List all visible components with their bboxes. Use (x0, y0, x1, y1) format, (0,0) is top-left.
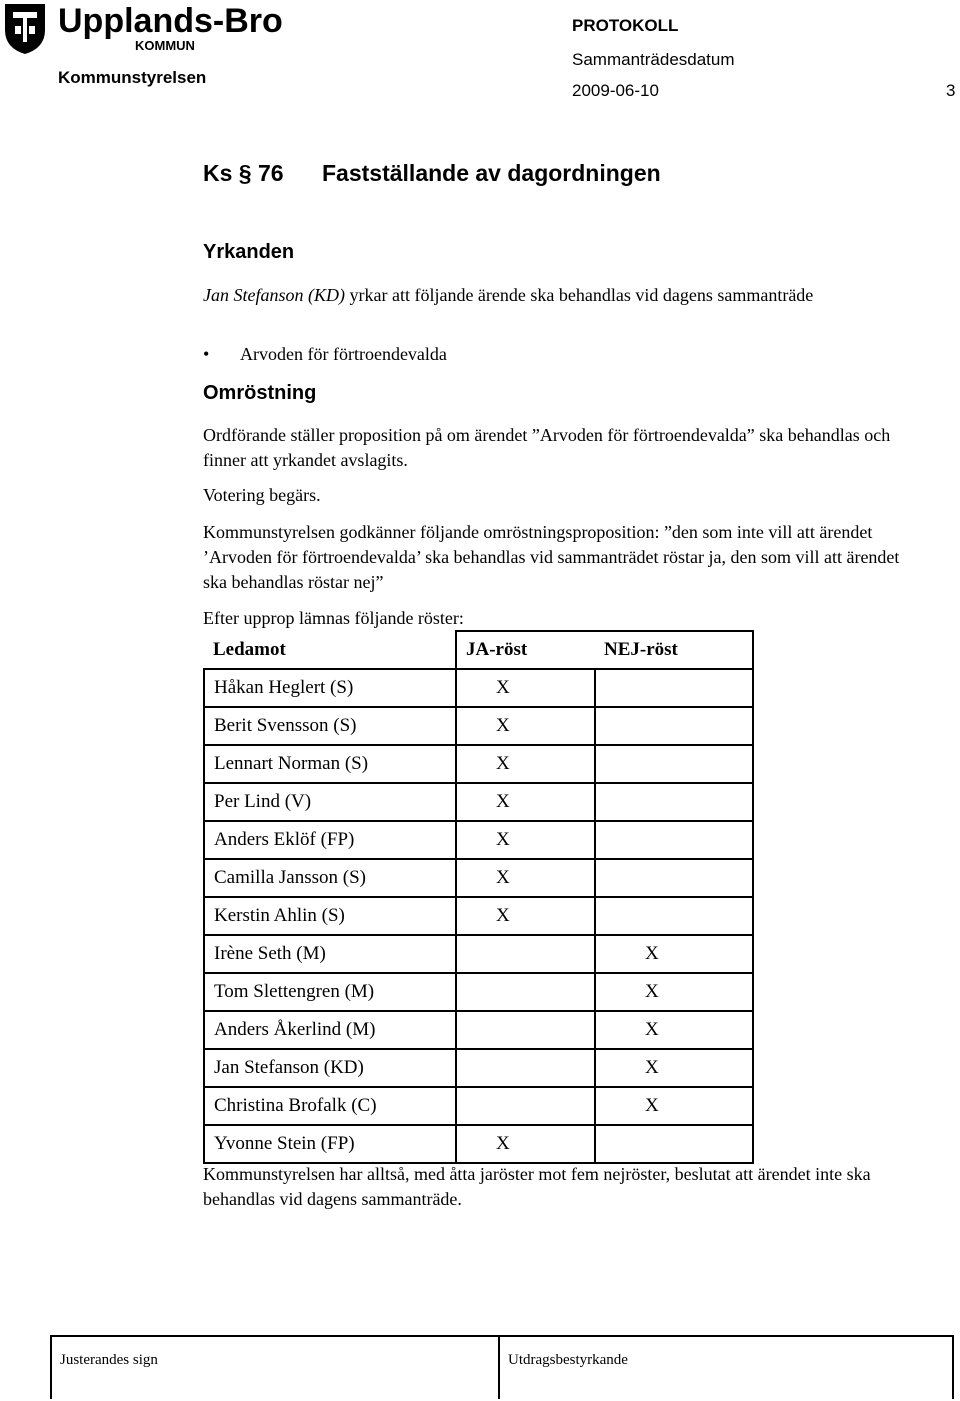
header-nej: NEJ-röst (595, 631, 753, 669)
table-row (204, 973, 753, 1011)
ja-vote-cell: X (456, 859, 595, 897)
nej-vote-cell: X (595, 1011, 753, 1049)
municipality-logo (3, 0, 303, 55)
member-name: Tom Slettengren (M) (204, 973, 456, 1011)
ja-vote-cell: X (456, 669, 595, 707)
member-name: Lennart Norman (S) (204, 745, 456, 783)
member-name: Anders Åkerlind (M) (204, 1011, 456, 1049)
nej-vote-cell (595, 859, 753, 897)
nej-vote-cell (595, 745, 753, 783)
roll-call-paragraph: Efter upprop lämnas följande röster: (203, 608, 464, 628)
nej-vote-cell (595, 821, 753, 859)
heading-yrkanden: Yrkanden (203, 241, 295, 263)
org-unit: Kommunstyrelsen (58, 68, 207, 87)
nej-vote-cell: X (595, 1087, 753, 1125)
bullet-item: Arvoden för förtroendevalda (240, 344, 447, 364)
table-row (204, 1011, 753, 1049)
table-row (204, 707, 753, 745)
document-type: PROTOKOLL (572, 16, 679, 35)
nej-vote-cell (595, 669, 753, 707)
member-name: Irène Seth (M) (204, 935, 456, 973)
table-row (204, 1049, 753, 1087)
motion-paragraph (203, 283, 923, 308)
ja-vote-cell: X (456, 783, 595, 821)
table-row (204, 935, 753, 973)
table-row (204, 897, 753, 935)
vote-table (203, 630, 754, 1164)
table-row (204, 1125, 753, 1163)
nej-vote-cell (595, 783, 753, 821)
member-name: Yvonne Stein (FP) (204, 1125, 456, 1163)
ja-vote-cell (456, 1049, 595, 1087)
member-name: Kerstin Ahlin (S) (204, 897, 456, 935)
bullet-symbol: • (203, 344, 210, 364)
member-name: Håkan Heglert (S) (204, 669, 456, 707)
page-number: 3 (946, 81, 956, 100)
ja-vote-cell (456, 1087, 595, 1125)
meeting-date: 2009-06-10 (572, 81, 659, 100)
nej-vote-cell: X (595, 973, 753, 1011)
nej-vote-cell: X (595, 1049, 753, 1087)
member-name: Camilla Jansson (S) (204, 859, 456, 897)
signature-label: Justerandes sign (60, 1352, 158, 1368)
footer-box (50, 1335, 954, 1399)
meeting-date-label: Sammanträdesdatum (572, 50, 735, 69)
table-row (204, 669, 753, 707)
table-row (204, 859, 753, 897)
ja-vote-cell: X (456, 897, 595, 935)
vote-table-header-row (204, 631, 753, 669)
member-name: Berit Svensson (S) (204, 707, 456, 745)
ja-vote-cell (456, 1011, 595, 1049)
logo-subtext: KOMMUN (135, 38, 195, 53)
ja-vote-cell: X (456, 1125, 595, 1163)
footer-divider (498, 1337, 500, 1399)
member-name: Anders Eklöf (FP) (204, 821, 456, 859)
ja-vote-cell (456, 935, 595, 973)
ja-vote-cell (456, 973, 595, 1011)
table-row (204, 783, 753, 821)
ja-vote-cell: X (456, 707, 595, 745)
nej-vote-cell (595, 897, 753, 935)
vote-proposition-paragraph: Kommunstyrelsen godkänner följande omröstningsproposition: ”den som inte vill att ärendet ’Arvoden för förtroendevalda’ ska behandlas vid sammanträdet röstar ja, den som vill att ärendet ska behandlas röstar nej” (203, 522, 900, 592)
nej-vote-cell: X (595, 935, 753, 973)
motion-proposer: Jan Stefanson (KD) (203, 285, 345, 305)
motion-text: yrkar att följande ärende ska behandlas vid dagens sammanträde (344, 285, 814, 305)
extract-certification-label: Utdragsbestyrkande (508, 1352, 628, 1368)
header-ja: JA-röst (456, 631, 595, 669)
member-name: Per Lind (V) (204, 783, 456, 821)
logo-wordmark: Upplands-Bro (58, 2, 283, 40)
chair-proposition-paragraph: Ordförande ställer proposition på om ärendet ”Arvoden för förtroendevalda” ska behandlas och finner att yrkandet avslagits. (203, 425, 891, 470)
member-name: Christina Brofalk (C) (204, 1087, 456, 1125)
table-row (204, 821, 753, 859)
result-paragraph: Kommunstyrelsen har alltså, med åtta jaröster mot fem nejröster, beslutat att ärendet inte ska behandlas vid dagens sammanträde. (203, 1164, 871, 1209)
table-row (204, 1087, 753, 1125)
table-row (204, 745, 753, 783)
case-number: Ks § 76 (203, 160, 284, 186)
ja-vote-cell: X (456, 821, 595, 859)
ja-vote-cell: X (456, 745, 595, 783)
vote-requested-paragraph: Votering begärs. (203, 485, 321, 505)
nej-vote-cell (595, 707, 753, 745)
member-name: Jan Stefanson (KD) (204, 1049, 456, 1087)
header-ledamot: Ledamot (213, 638, 286, 660)
nej-vote-cell (595, 1125, 753, 1163)
heading-omrostning: Omröstning (203, 382, 317, 404)
case-title: Fastställande av dagordningen (322, 160, 661, 186)
